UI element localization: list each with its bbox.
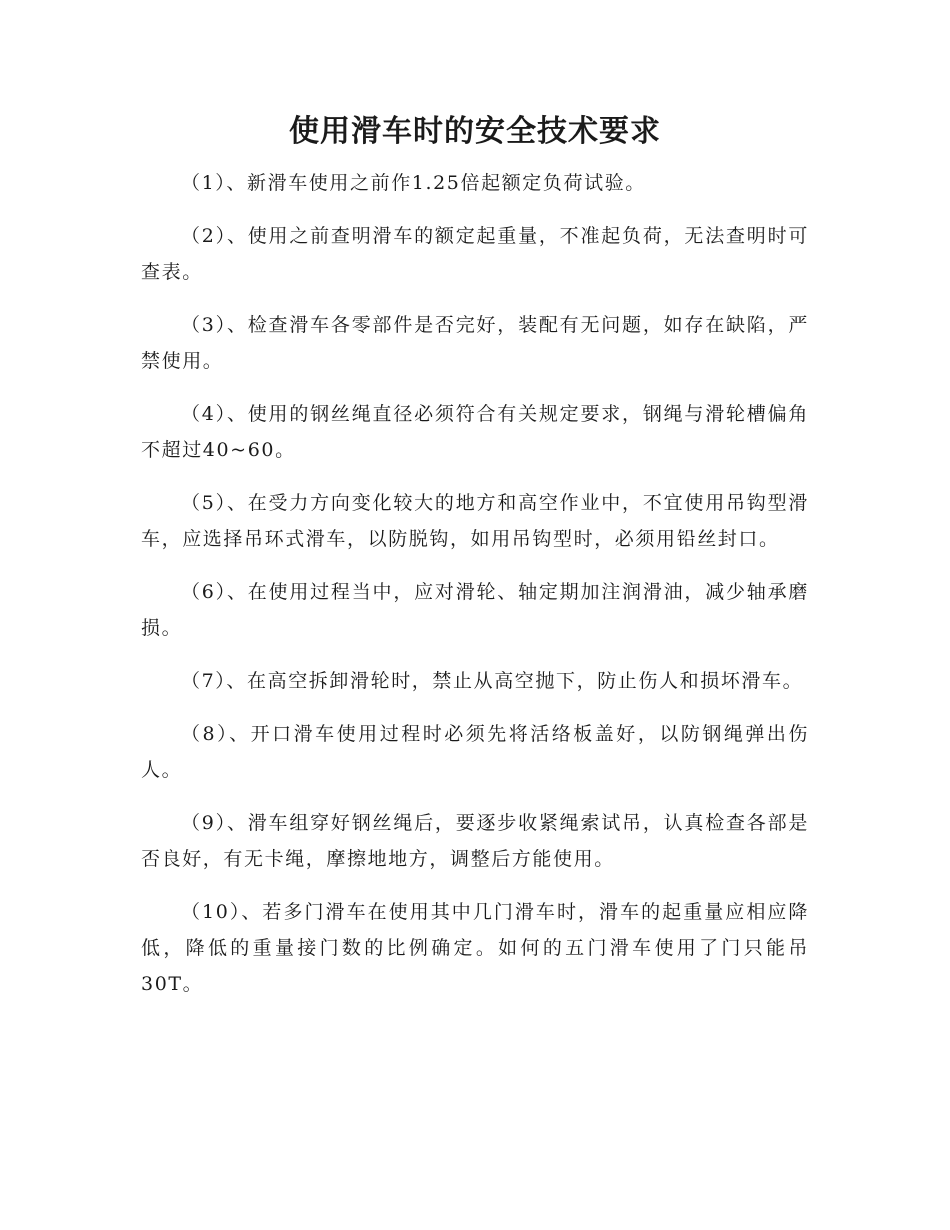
paragraph-9: （9）、滑车组穿好钢丝绳后，要逐步收紧绳索试吊，认真检查各部是否良好，有无卡绳，摩擦地地方，调整后方能使用。 (141, 812, 809, 870)
paragraph-1: （1）、新滑车使用之前作1.25倍起额定负荷试验。 (181, 172, 646, 194)
document-body (141, 165, 809, 1019)
document-title: 使用滑车时的安全技术要求 (289, 114, 661, 149)
paragraph-3: （3）、检查滑车各零部件是否完好，装配有无问题，如存在缺陷，严禁使用。 (141, 314, 809, 372)
paragraph-2: （2）、使用之前查明滑车的额定起重量，不准起负荷，无法查明时可查表。 (141, 225, 809, 283)
paragraph-8: （8）、开口滑车使用过程时必须先将活络板盖好，以防钢绳弹出伤人。 (141, 723, 809, 781)
paragraph-4: （4）、使用的钢丝绳直径必须符合有关规定要求，钢绳与滑轮槽偏角不超过40~60。 (141, 403, 809, 461)
paragraph-5: （5）、在受力方向变化较大的地方和高空作业中，不宜使用吊钩型滑车，应选择吊环式滑车，以防脱钩，如用吊钩型时，必须用铅丝封口。 (141, 492, 809, 550)
paragraph-7: （7）、在高空拆卸滑轮时，禁止从高空抛下，防止伤人和损坏滑车。 (181, 670, 804, 692)
paragraph-6: （6）、在使用过程当中，应对滑轮、轴定期加注润滑油，减少轴承磨损。 (141, 581, 809, 639)
paragraph-10: （10）、若多门滑车在使用其中几门滑车时，滑车的起重量应相应降低，降低的重量接门数的比例确定。如何的五门滑车使用了门只能吊30T。 (141, 901, 809, 995)
